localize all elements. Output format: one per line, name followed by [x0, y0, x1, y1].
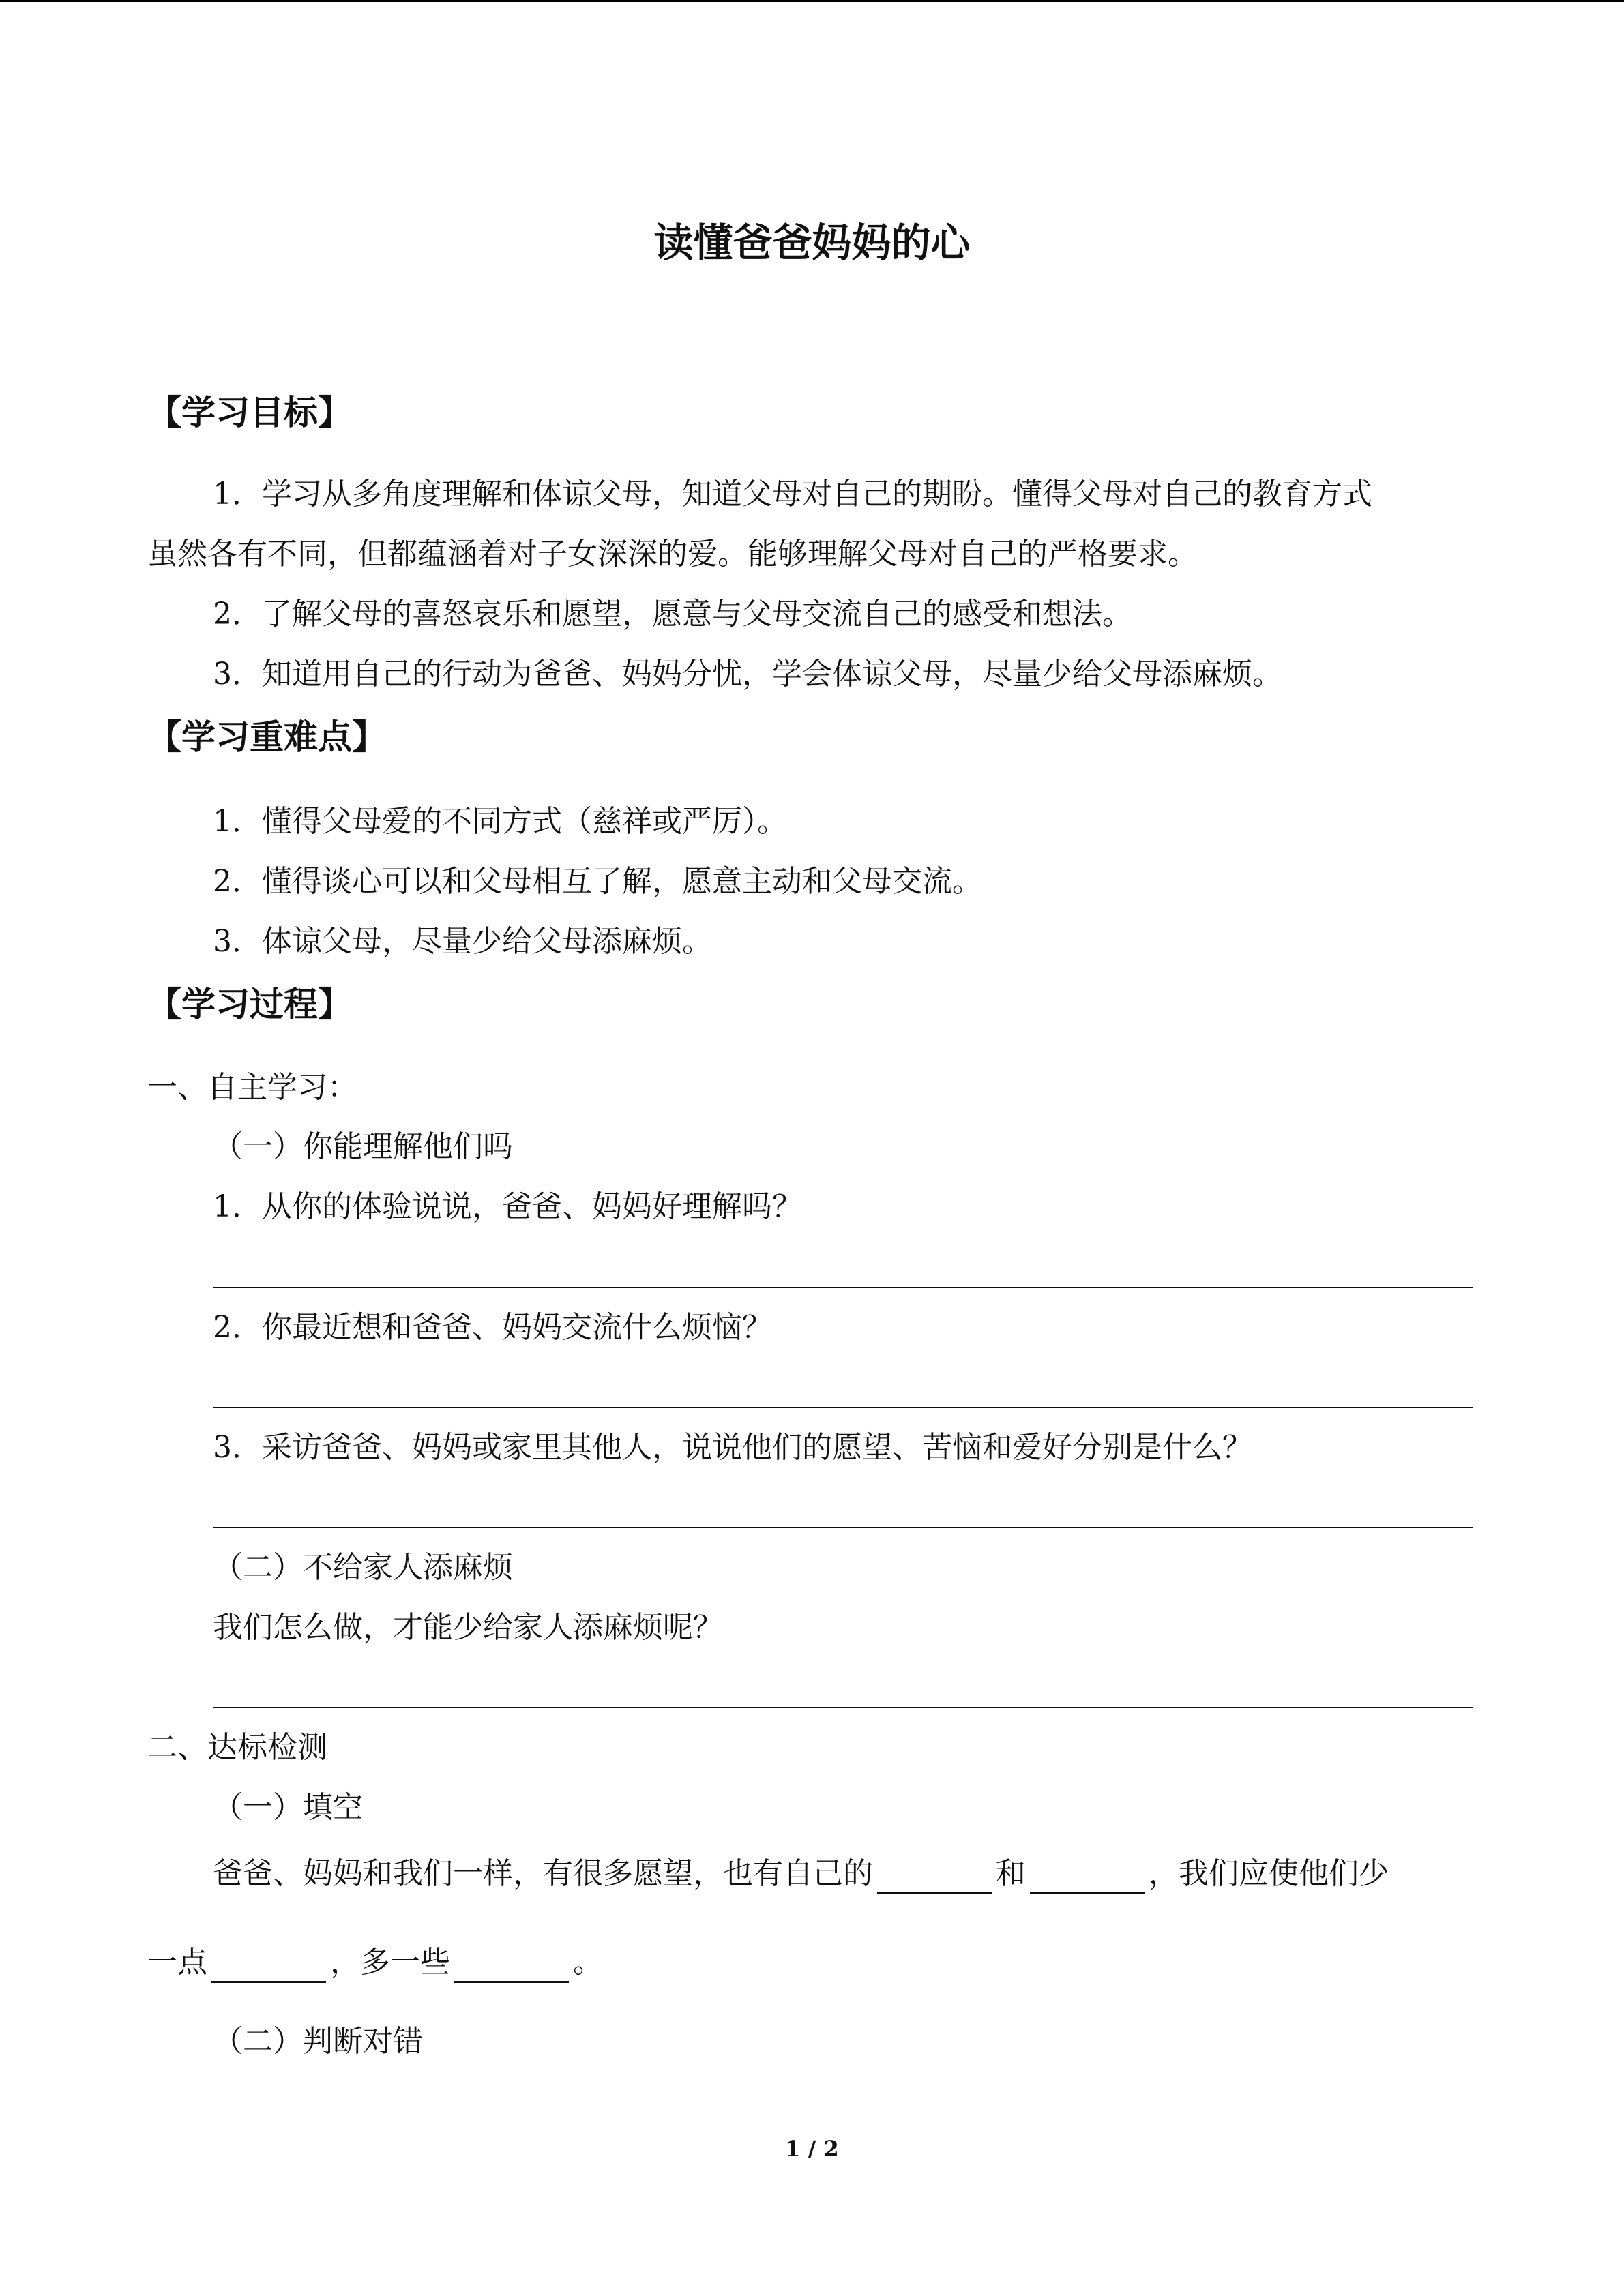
objectives-heading: 【学习目标】	[147, 393, 352, 432]
fill-text-2: 和	[996, 1856, 1026, 1891]
key-points-heading: 【学习重难点】	[147, 717, 386, 757]
fill-text-3: ，我们应使他们少	[1149, 1856, 1389, 1891]
key-point-item-2: 2．懂得谈心可以和父母相互了解，愿意主动和父母交流。	[213, 864, 982, 899]
objective-item-1-cont: 虽然各有不同，但都蕴涵着对子女深深的爱。能够理解父母对自己的严格要求。	[147, 537, 1198, 571]
question-2: 2．你最近想和爸爸、妈妈交流什么烦恼？	[213, 1310, 772, 1345]
answer-line-4[interactable]	[213, 1707, 1473, 1708]
fill-sentence-line-2	[147, 1942, 603, 1983]
fill-text-4: 一点	[147, 1945, 207, 1980]
question-1: 1．从你的体验说说，爸爸、妈妈好理解吗？	[213, 1189, 802, 1224]
fill-text-1: 爸爸、妈妈和我们一样，有很多愿望，也有自己的	[213, 1856, 873, 1891]
answer-line-2[interactable]	[213, 1407, 1473, 1408]
sub-section-1: （一）你能理解他们吗	[213, 1129, 513, 1164]
fill-blank-4[interactable]	[454, 1947, 569, 1983]
fill-blank-2[interactable]	[1030, 1858, 1145, 1894]
self-study-label: 一、自主学习：	[147, 1070, 357, 1105]
fill-sentence-line-1	[213, 1853, 1389, 1894]
key-point-item-3: 3．体谅父母，尽量少给父母添麻烦。	[213, 924, 712, 959]
answer-line-3[interactable]	[213, 1527, 1473, 1528]
question-4: 我们怎么做，才能少给家人添麻烦呢？	[213, 1610, 723, 1645]
key-point-item-1: 1．懂得父母爱的不同方式（慈祥或严厉）。	[213, 804, 787, 839]
fill-text-6: 。	[573, 1945, 603, 1980]
objective-item-2: 2．了解父母的喜怒哀乐和愿望，愿意与父母交流自己的感受和想法。	[213, 597, 1132, 631]
question-3: 3．采访爸爸、妈妈或家里其他人，说说他们的愿望、苦恼和爱好分别是什么？	[213, 1430, 1252, 1465]
fill-text-5: ，多一些	[330, 1945, 450, 1980]
judge-heading: （二）判断对错	[213, 2024, 423, 2059]
fill-blank-1[interactable]	[877, 1858, 992, 1894]
fill-heading: （一）填空	[213, 1790, 363, 1825]
fill-blank-3[interactable]	[211, 1947, 326, 1983]
sub-section-2: （二）不给家人添麻烦	[213, 1550, 513, 1585]
process-heading: 【学习过程】	[147, 985, 352, 1024]
objective-item-3: 3．知道用自己的行动为爸爸、妈妈分忧，学会体谅父母，尽量少给父母添麻烦。	[213, 657, 1282, 691]
test-label: 二、达标检测	[147, 1730, 327, 1765]
answer-line-1[interactable]	[213, 1287, 1473, 1288]
objective-item-1: 1．学习从多角度理解和体谅父母，知道父母对自己的期盼。懂得父母对自己的教育方式	[213, 477, 1372, 511]
page-number: 1 / 2	[785, 2136, 839, 2162]
page-title: 读懂爸爸妈妈的心	[653, 220, 971, 266]
